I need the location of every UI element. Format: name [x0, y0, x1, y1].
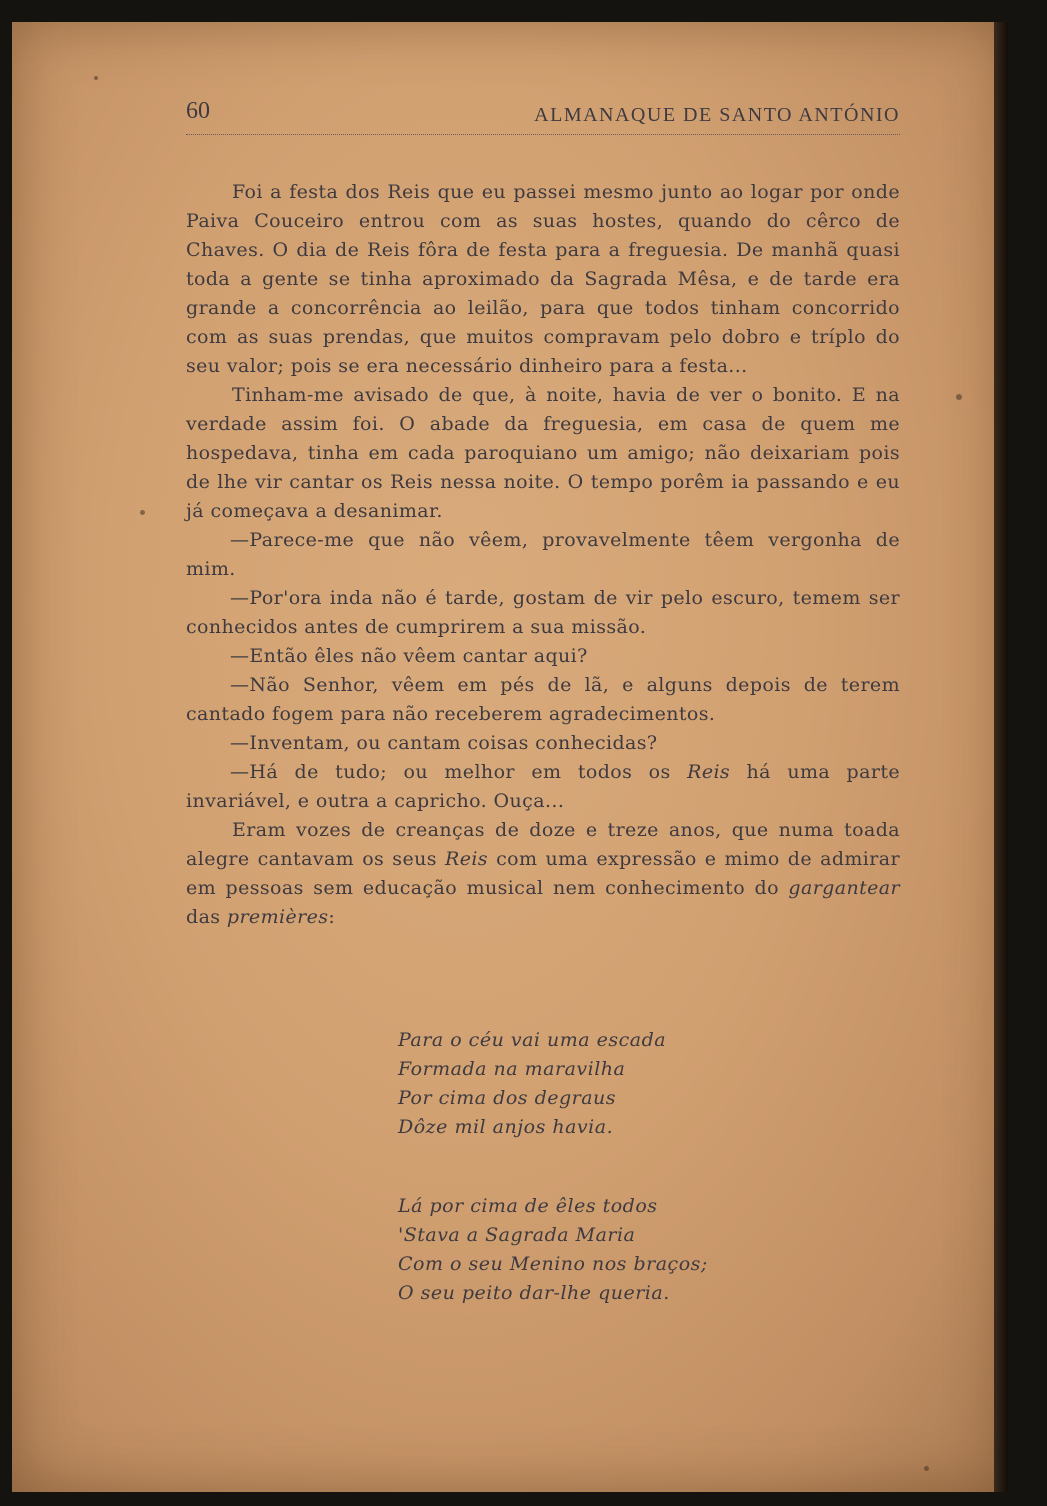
text-run: das [186, 906, 227, 928]
page-number: 60 [186, 98, 210, 124]
text-run: —Há de tudo; ou melhor em todos os [230, 761, 688, 783]
italic-term: Reis [687, 761, 731, 783]
text-run: Eram vozes de creanças de doze e treze anos, que numa toada alegre cantavam os seus [186, 819, 900, 870]
text-run: : [328, 906, 336, 928]
dialogue-line: —Não Senhor, vêem em pés de lã, e alguns depois de terem cantado fogem para não receberem agradecimentos. [186, 674, 900, 725]
paper-speck [94, 76, 98, 80]
poem-line: Com o seu Menino nos braços; [398, 1253, 708, 1275]
poem-line: Por cima dos degraus [398, 1087, 617, 1109]
paragraph: Foi a festa dos Reis que eu passei mesmo junto ao logar por onde Paiva Couceiro entrou com as suas hostes, quando do cêrco de Chaves. O dia de Reis fôra de festa para a freguesia. De manhã quasi toda a gente se tinha aproximado da Sagrada Mêsa, e de tarde era grande a concorrência ao leilão, para que todos tinham concorrido com as suas prendas, que muitos compravam pelo dobro e tríplo do seu valor; pois se era necessário dinheiro para a festa... [186, 181, 900, 377]
poem-line: 'Stava a Sagrada Maria [398, 1224, 636, 1246]
text-run: com uma expressão e mimo de admirar em pessoas sem educação musical nem conhecimento do [186, 848, 900, 899]
poem-line: Dôze mil anjos havia. [398, 1116, 614, 1138]
italic-term: gargantear [788, 877, 900, 899]
poem-line: Formada na maravilha [398, 1058, 626, 1080]
page-header [186, 98, 900, 135]
italic-term: premières [226, 906, 329, 928]
paper-speck [956, 394, 962, 400]
poem-line: Para o céu vai uma escada [398, 1029, 667, 1051]
poem-stanza-1 [398, 1026, 778, 1142]
paper-speck [140, 510, 145, 515]
text-run: há uma parte invariável, e outra a capricho. Ouça... [186, 761, 900, 812]
book-spine-shadow [994, 22, 1008, 1492]
dialogue-line: —Então êles não vêem cantar aqui? [230, 645, 588, 667]
body-text [186, 178, 900, 932]
paragraph [186, 816, 900, 932]
running-title: ALMANAQUE DE SANTO ANTÓNIO [534, 104, 900, 126]
poem-line: O seu peito dar-lhe queria. [398, 1282, 670, 1304]
dialogue-line [186, 758, 900, 816]
dialogue-line: —Parece-me que não vêem, provavelmente têem vergonha de mim. [186, 529, 900, 580]
italic-term: Reis [444, 848, 488, 870]
paper-speck [924, 1466, 929, 1471]
dialogue-line: —Por'ora inda não é tarde, gostam de vir pelo escuro, temem ser conhecidos antes de cumprirem a sua missão. [186, 587, 900, 638]
paragraph: Tinham-me avisado de que, à noite, havia de ver o bonito. E na verdade assim foi. O abade da freguesia, em casa de quem me hospedava, tinha em cada paroquiano um amigo; não deixariam pois de lhe vir cantar os Reis nessa noite. O tempo porêm ia passando e eu já começava a desanimar. [186, 384, 900, 522]
dialogue-line: —Inventam, ou cantam coisas conhecidas? [230, 732, 658, 754]
poem-line: Lá por cima de êles todos [398, 1195, 658, 1217]
book-page [12, 22, 1008, 1492]
poem-stanza-2 [398, 1192, 778, 1308]
